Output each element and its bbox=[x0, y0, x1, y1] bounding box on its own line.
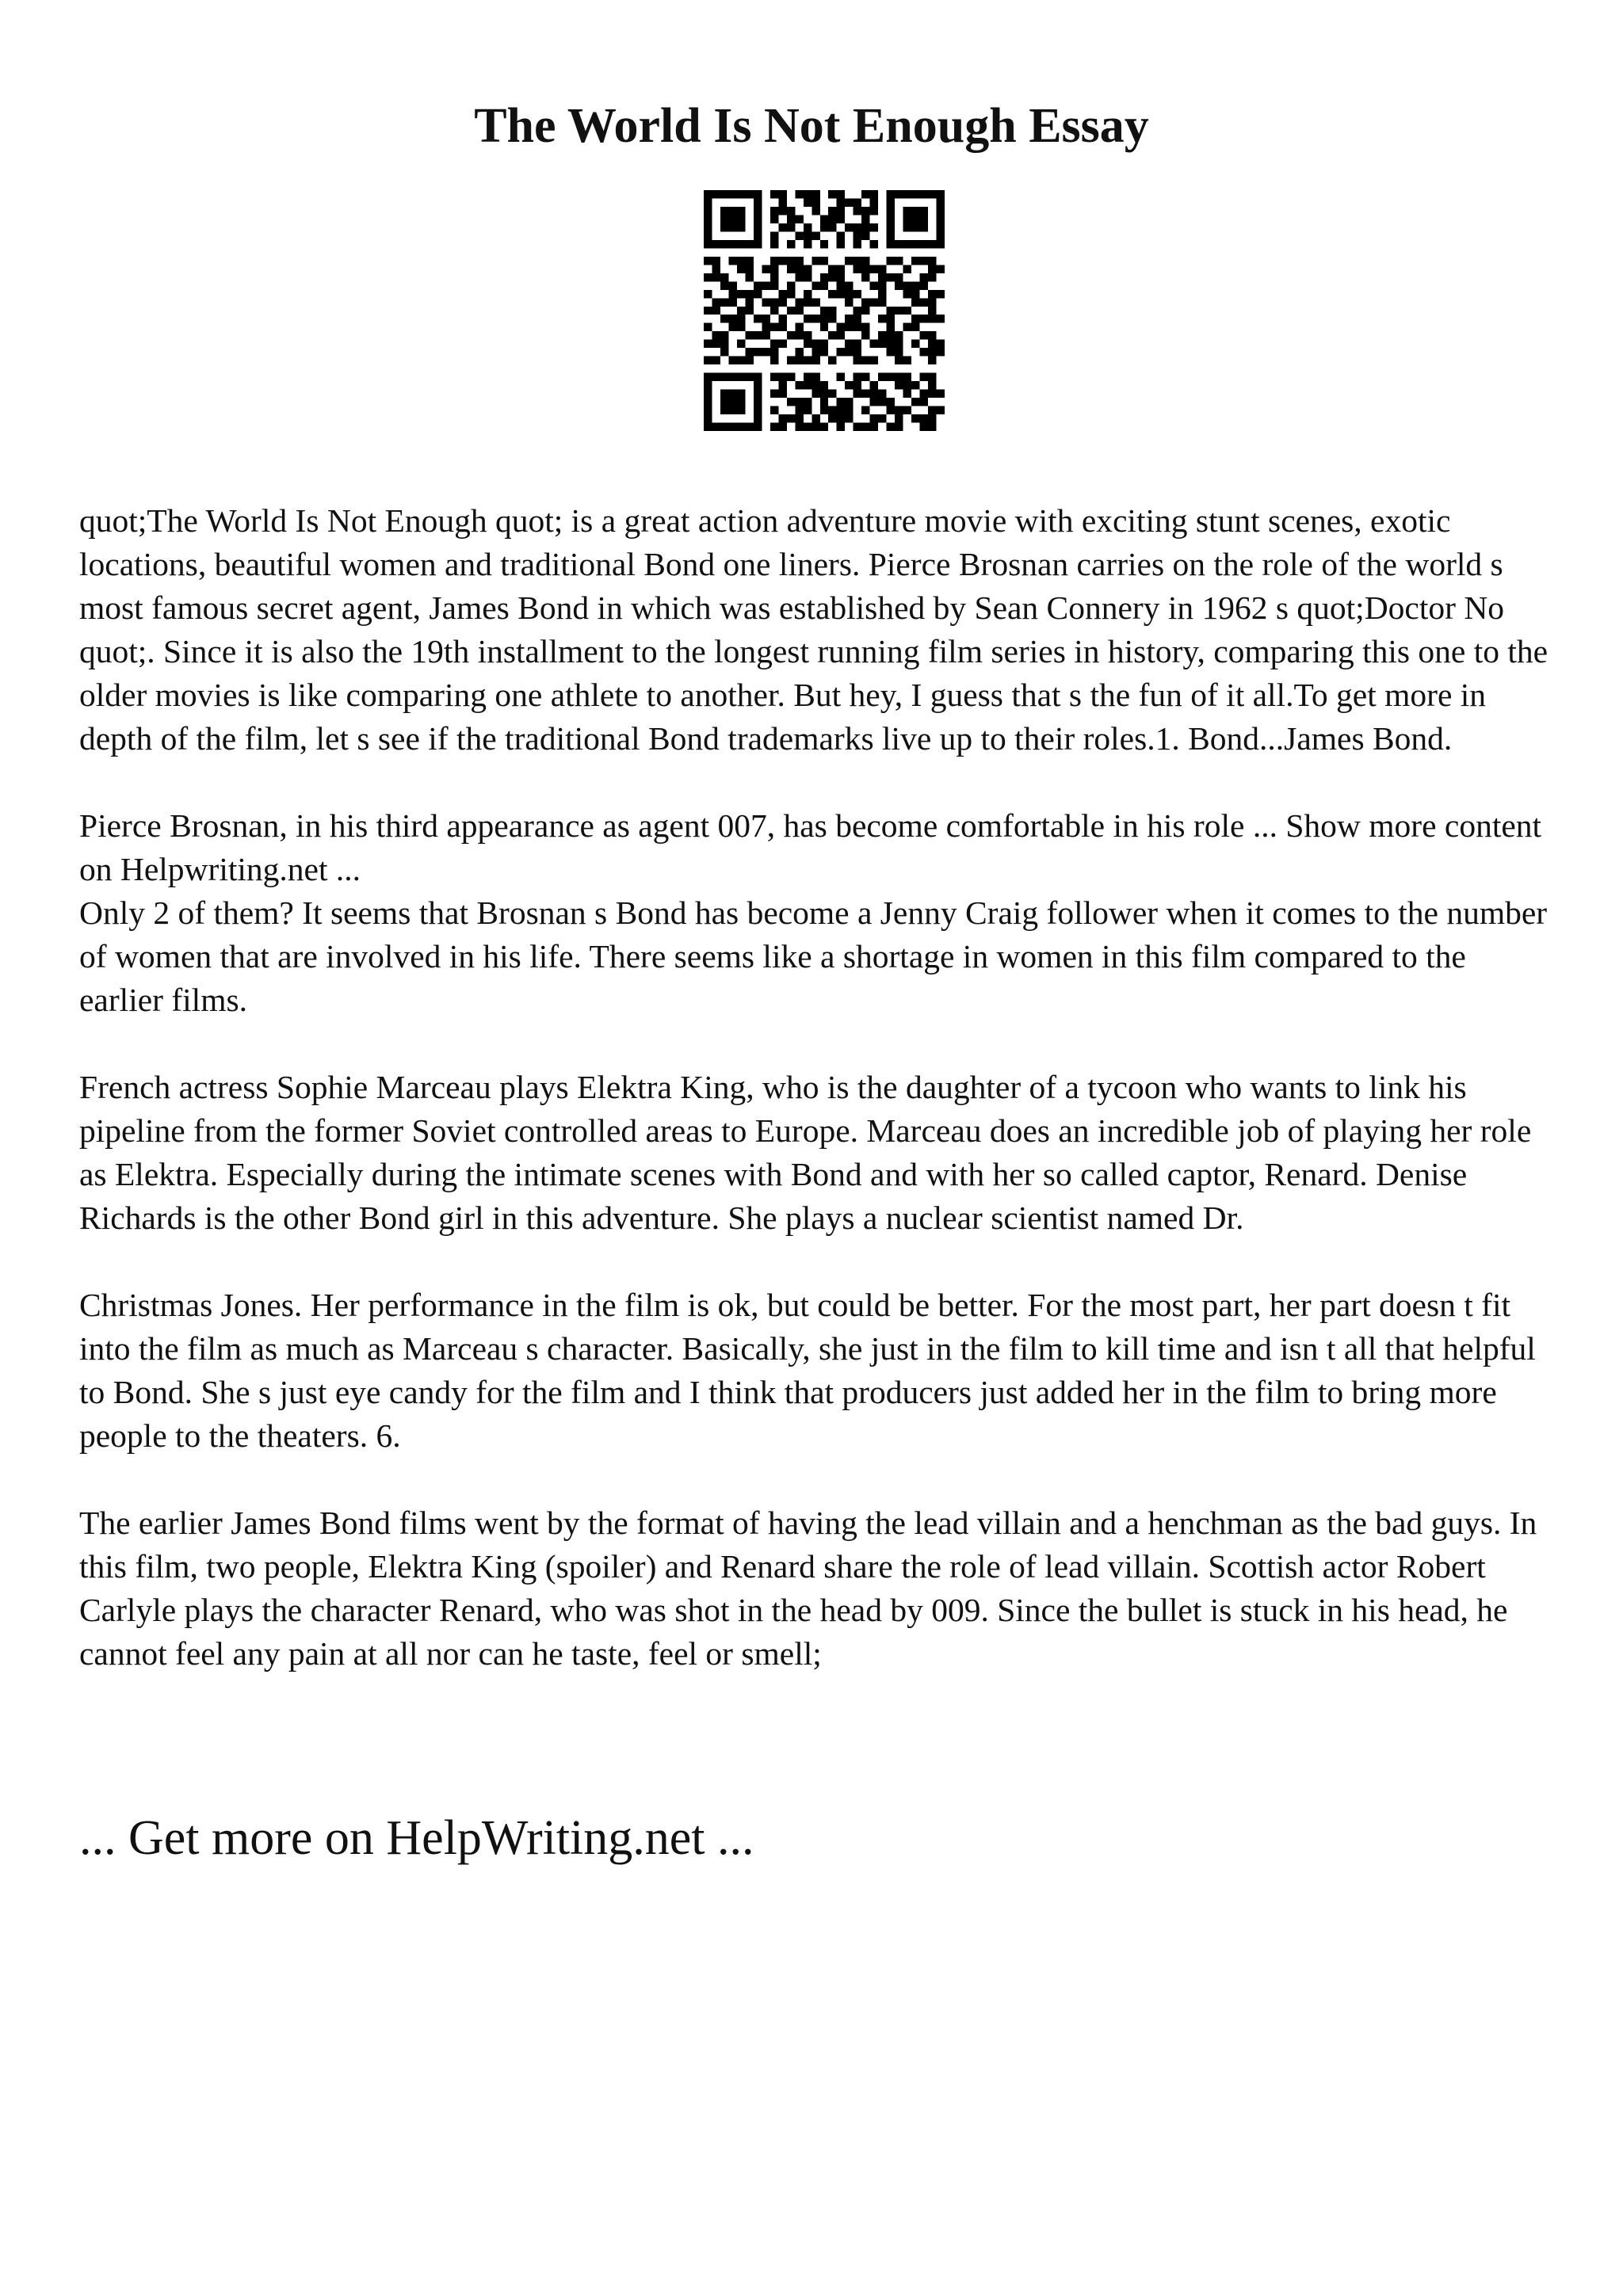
paragraph-4: French actress Sophie Marceau plays Elektra King, who is the daughter of a tycoon who wants to link his pipeline from the former Soviet controlled areas to Europe. Marceau does an incredible job of playing her role as Elektra. Especially during the intimate scenes with Bond and with her so called captor, Renard. Denise Richards is the other Bond girl in this adventure. She plays a nuclear scientist named Dr. bbox=[79, 1069, 1532, 1236]
paragraph-2: Pierce Brosnan, in his third appearance as agent 007, has become comfortable in his role ... Show more content on Helpwriting.net ... bbox=[79, 807, 1542, 887]
page-title: The World Is Not Enough Essay bbox=[474, 99, 1149, 153]
get-more-link[interactable]: ... Get more on HelpWriting.net ... bbox=[79, 1811, 754, 1865]
paragraph-6: The earlier James Bond films went by the format of having the lead villain and a henchman as the bad guys. In this film, two people, Elektra King (spoiler) and Renard share the role of lead villain. Scottish actor Robert Carlyle plays the character Renard, who was shot in the head by 009. Since the bullet is stuck in his head, he cannot feel any pain at all nor can he taste, feel or smell; bbox=[79, 1505, 1537, 1672]
paragraph-5: Christmas Jones. Her performance in the film is ok, but could be better. For the most part, her part doesn t fit into the film as much as Marceau s character. Basically, she just in the film to kill time and isn t all that helpful to Bond. She s just eye candy for the film and I think that producers just added her in the film to bring more people to the theaters. 6. bbox=[79, 1287, 1536, 1454]
paragraph-1: quot;The World Is Not Enough quot; is a great action adventure movie with exciting stunt scenes, exotic locations, beautiful women and traditional Bond one liners. Pierce Brosnan carries on the role of the world s most famous secret agent, James Bond in which was established by Sean Connery in 1962 s quot;Doctor No quot;. Since it is also the 19th installment to the longest running film series in history, comparing this one to the older movies is like comparing one athlete to another. But hey, I guess that s the fun of it all.To get more in depth of the film, let s see if the traditional Bond trademarks live up to their roles.1. Bond...James Bond. bbox=[79, 502, 1549, 757]
essay-body bbox=[79, 499, 1553, 1719]
paragraph-3: Only 2 of them? It seems that Brosnan s Bond has become a Jenny Craig follower when it comes to the number of women that are involved in his life. There seems like a shortage in women in this film compared to the earlier films. bbox=[79, 894, 1548, 1018]
qr-code-graphic bbox=[704, 190, 945, 431]
qr-code-icon bbox=[704, 190, 945, 431]
